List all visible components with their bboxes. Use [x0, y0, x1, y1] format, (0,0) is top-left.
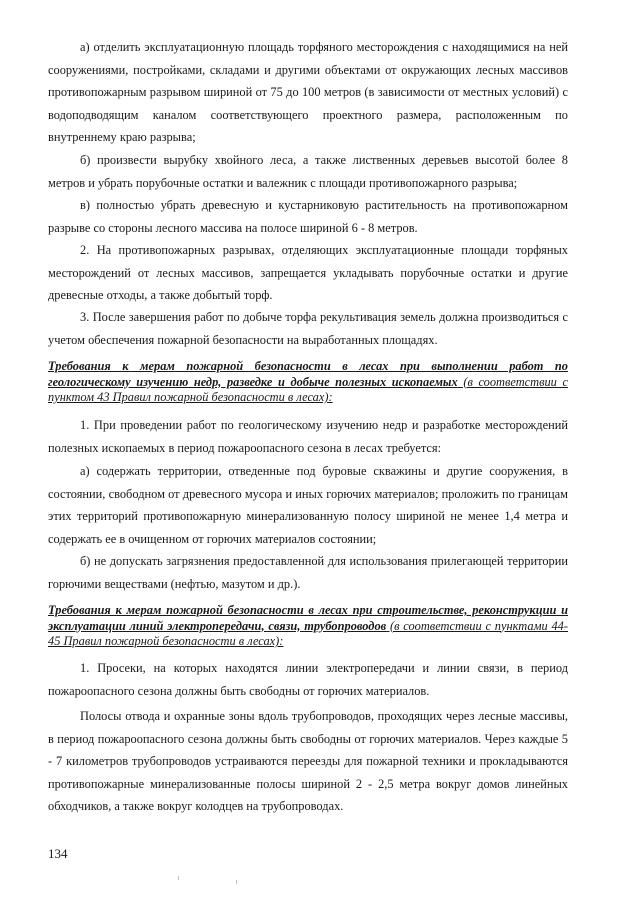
page-number: 134	[48, 846, 68, 861]
section-heading-geology-ref: (в соответствии с пунктом 43 Правил пожарной безопасности в лесах):	[48, 374, 568, 404]
section-heading-power-lines-title: Требования к мерам пожарной безопасности в лесах при строительстве, реконструкции и эксплуатации линий электропередачи, связи, трубопроводов	[48, 603, 568, 633]
paragraph-2-firebreaks: 2. На противопожарных разрывах, отделяющих эксплуатационные площади торфяных месторождений от лесных массивов, запрещается укладывать порубочные остатки и другие древесные отходы, а также добытый торф.	[48, 243, 568, 302]
scan-speck	[178, 876, 179, 880]
paragraph-pipeline-zones: Полосы отвода и охранные зоны вдоль трубопроводов, проходящих через лесные массивы, в период пожароопасного сезона должны быть свободны от горючих материалов. Через каждые 5 - 7 километров трубопроводов устраиваются переезды для пожарной техники и прокладываются противопожарные минерализованные полосы шириной 2 - 2,5 метра вокруг домов линейных обходчиков, а также вокруг колодцев на трубопроводах.	[48, 709, 568, 813]
paragraph-a-separate-area: а) отделить эксплуатационную площадь торфяного месторождения с находящимися на ней сооружениями, постройками, складами и другими объектами от окружающих лесных массивов противопожарным разрывом шириной от 75 до 100 метров (в зависимости от местных условий) с водоподводящим каналом соответствующего проектного размера, расположенным по внутреннему краю разрыва;	[48, 40, 568, 144]
paragraph-1-geology-works: 1. При проведении работ по геологическому изучению недр и разработке месторождений полезных ископаемых в период пожароопасного сезона в лесах требуется:	[48, 418, 568, 455]
section-heading-power-lines	[48, 603, 568, 650]
paragraph-b-no-contamination: б) не допускать загрязнения предоставленной для использования прилегающей территории горючими веществами (нефтью, мазутом и др.).	[48, 554, 568, 591]
section-heading-geology	[48, 359, 568, 406]
paragraph-v-remove-vegetation: в) полностью убрать древесную и кустарниковую растительность на противопожарном разрыве со стороны лесного массива на полосе шириной 6 - 8 метров.	[48, 198, 568, 235]
paragraph-a-drilling-areas: а) содержать территории, отведенные под буровые скважины и другие сооружения, в состоянии, свободном от древесного мусора и иных горючих материалов; проложить по границам этих территорий противопожарную минерализованную полосу шириной не менее 1,4 метра и содержать ее в очищенном от горючих материалов состоянии;	[48, 464, 568, 546]
paragraph-1-clearings: 1. Просеки, на которых находятся линии электропередачи и линии связи, в период пожароопасного сезона должны быть свободны от горючих материалов.	[48, 661, 568, 698]
section-heading-geology-title: Требования к мерам пожарной безопасности в лесах при выполнении работ по геологическому изучению недр, разведке и добыче полезных ископаемых	[48, 359, 568, 389]
section-heading-power-lines-ref: (в соответствии с пунктами 44-45 Правил пожарной безопасности в лесах):	[48, 618, 568, 648]
paragraph-b-cut-conifers: б) произвести вырубку хвойного леса, а также лиственных деревьев высотой более 8 метров и убрать порубочные остатки и валежник с площади противопожарного разрыва;	[48, 153, 568, 190]
paragraph-3-reclamation: 3. После завершения работ по добыче торфа рекультивация земель должна производиться с учетом обеспечения пожарной безопасности на выработанных площадях.	[48, 310, 568, 347]
scan-speck	[236, 880, 237, 884]
